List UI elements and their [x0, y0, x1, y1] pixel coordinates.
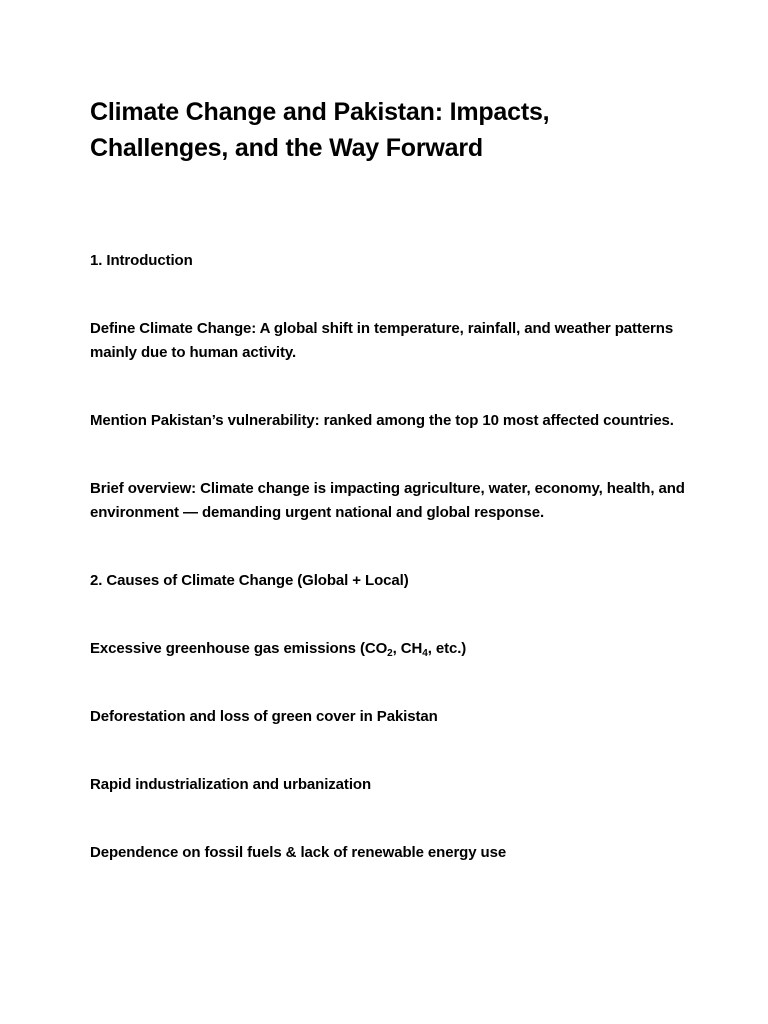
co2-subscript: 2	[387, 648, 393, 659]
ghg-text-separator: , CH	[392, 640, 423, 657]
paragraph-fossil-fuels: Dependence on fossil fuels & lack of renewable energy use	[90, 844, 507, 861]
section-heading-introduction: 1. Introduction	[90, 252, 193, 269]
paragraph-urbanization: Rapid industrialization and urbanization	[90, 776, 372, 793]
document-body	[90, 94, 690, 865]
paragraph-pakistan-vulnerability: Mention Pakistan’s vulnerability: ranked among the top 10 most affected countries.	[90, 412, 674, 429]
paragraph-define-climate-change: Define Climate Change: A global shift in temperature, rainfall, and weather patterns mainly due to human activity.	[90, 320, 674, 361]
paragraph-deforestation: Deforestation and loss of green cover in Pakistan	[90, 708, 438, 725]
ghg-text-prefix: Excessive greenhouse gas emissions (CO	[90, 640, 388, 657]
ch4-subscript: 4	[422, 648, 428, 659]
ghg-text-suffix: , etc.)	[427, 640, 467, 657]
document-title: Climate Change and Pakistan: Impacts, Challenges, and the Way Forward	[90, 98, 550, 162]
paragraph-brief-overview: Brief overview: Climate change is impacting agriculture, water, economy, health, and environment — demanding urgent national and global response.	[90, 480, 685, 521]
paragraph-greenhouse-gas	[90, 637, 690, 661]
section-heading-causes: 2. Causes of Climate Change (Global + Local)	[90, 572, 409, 589]
